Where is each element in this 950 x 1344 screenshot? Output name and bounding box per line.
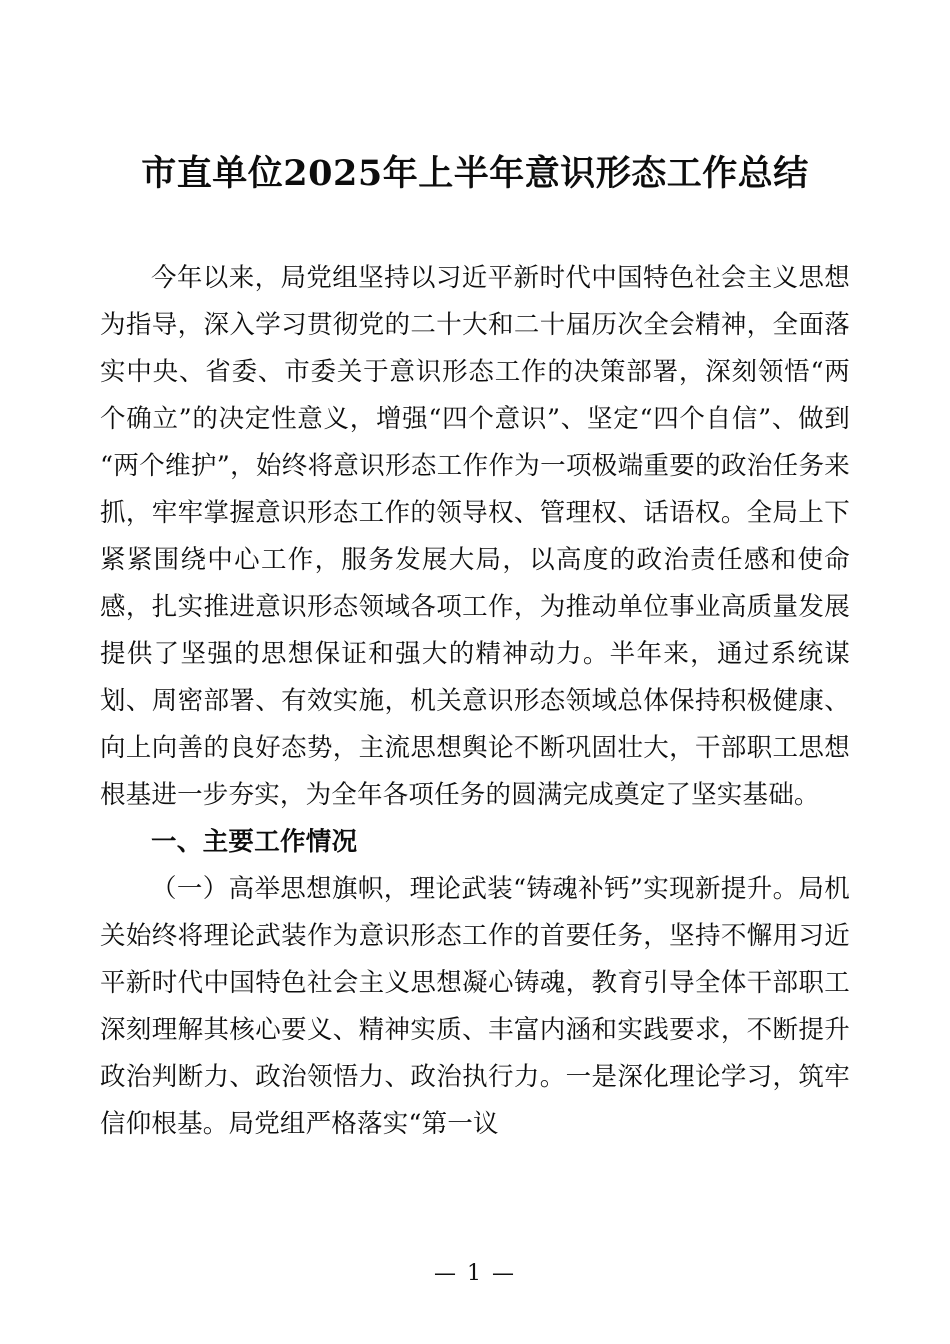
section-heading-main-work: 一、主要工作情况 [151, 827, 358, 858]
page-number: — 1 — [434, 1261, 516, 1286]
paragraph-subsection-one: （一）高举思想旗帜，理论武装“铸魂补钙”实现新提升。局机关始终将理论武装作为意识形态工作的首要任务，坚持不懈用习近平新时代中国特色社会主义思想凝心铸魂，教育引导全体干部职工深刻理解其核心要义、精神实质、丰富内涵和实践要求，不断提升政治判断力、政治领悟力、政治执行力。一是深化理论学习，筑牢信仰根基。局党组严格落实“第一议 [100, 874, 850, 1140]
paragraph-intro: 今年以来，局党组坚持以习近平新时代中国特色社会主义思想为指导，深入学习贯彻党的二十大和二十届历次全会精神，全面落实中央、省委、市委关于意识形态工作的决策部署，深刻领悟“两个确立”的决定性意义，增强“四个意识”、坚定“四个自信”、做到“两个维护”，始终将意识形态工作作为一项极端重要的政治任务来抓，牢牢掌握意识形态工作的领导权、管理权、话语权。全局上下紧紧围绕中心工作，服务发展大局，以高度的政治责任感和使命感，扎实推进意识形态领域各项工作，为推动单位事业高质量发展提供了坚强的思想保证和强大的精神动力。半年来，通过系统谋划、周密部署、有效实施，机关意识形态领域总体保持积极健康、向上向善的良好态势，主流思想舆论不断巩固壮大，干部职工思想根基进一步夯实，为全年各项任务的圆满完成奠定了坚实基础。 [100, 263, 850, 811]
page-title: 市直单位2025年上半年意识形态工作总结 [141, 153, 809, 194]
